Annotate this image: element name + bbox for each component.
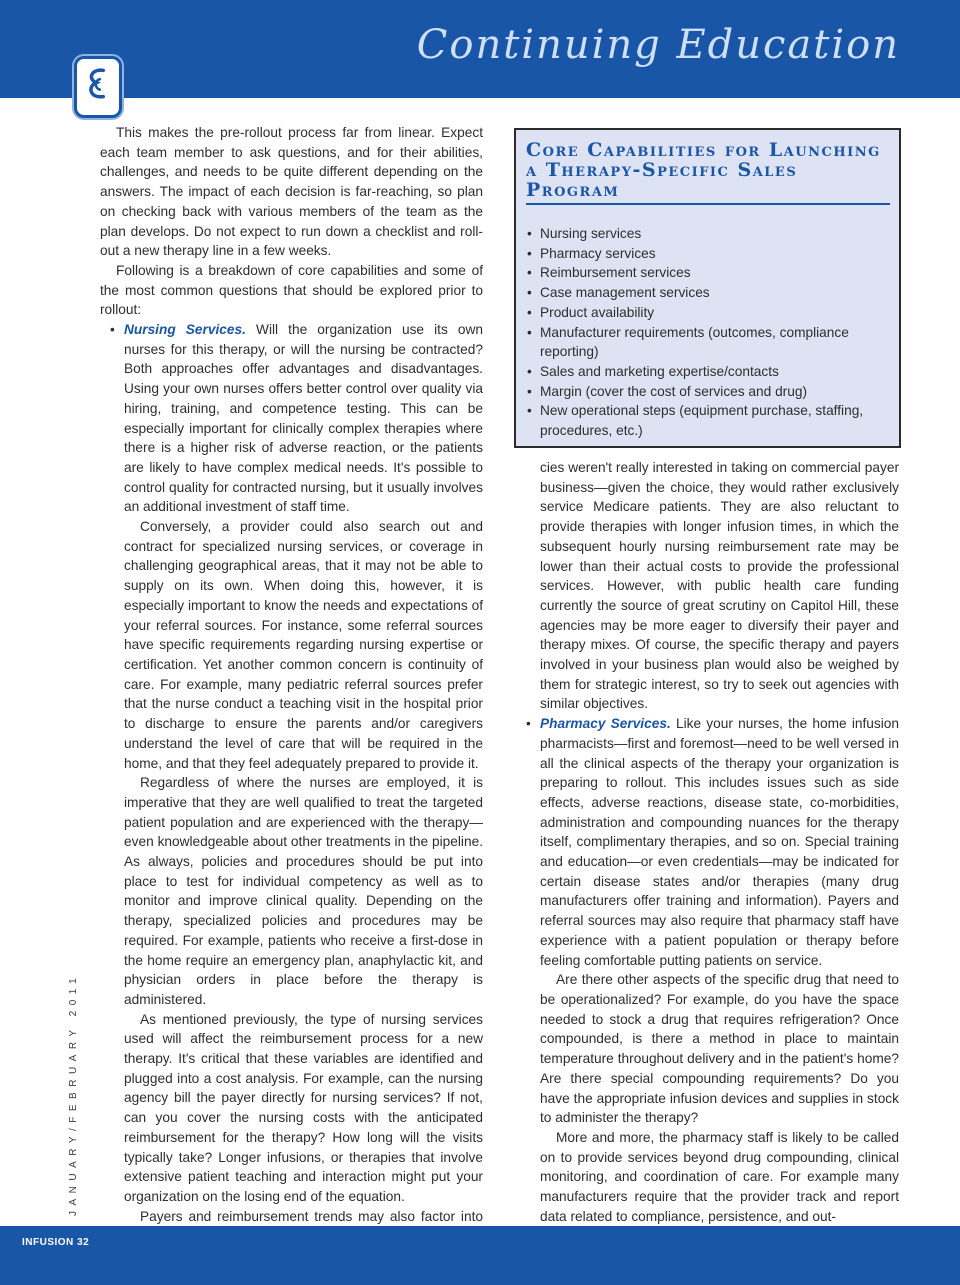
list-item: • Manufacturer requirements (outcomes, compliance reporting): [526, 323, 890, 362]
footer-band: [0, 1226, 960, 1285]
list-item: • Pharmacy services: [526, 244, 890, 264]
core-capabilities-box: [514, 128, 901, 448]
paragraph: Following is a breakdown of core capabilities and some of the most common questions that should be explored prior to rollout:: [100, 262, 483, 318]
list-item: • Case management services: [526, 283, 890, 303]
list-item: • Reimbursement services: [526, 263, 890, 283]
paragraph: Conversely, a provider could also search out and contract for specialized nursing services, or coverage in challenging geographical areas, that it may not be able to supply on its own. When doing this, however, it is especially important to know the needs and expectations of your referral sources. For instance, some referral sources have specific requirements regarding nursing expertise or certification. Yet another common concern is continuity of care. For example, many pediatric referral sources prefer that the nurse conduct a teaching visit in the hospital prior to discharge to ensure the parents and/or caregivers understand the level of care that will be required in the home, and that they feel adequately prepared to provide it.: [124, 519, 483, 771]
bullet-icon: •: [526, 716, 531, 732]
left-column: [100, 123, 483, 1266]
paragraph: As mentioned previously, the type of nursing services used will affect the reimbursement process for a new therapy. It's critical that these variables are identified and plugged into a cost analysis. For example, can the nursing agency bill the payer directly for nursing services? If not, can you cover the nursing costs with the anticipated reimbursement for the therapy? How long will the visits typically take? Longer infusions, or therapies that involve extensive patient teaching and interaction might put your organization on the losing end of the equation.: [124, 1011, 483, 1204]
list-item: • Sales and marketing expertise/contacts: [526, 362, 890, 382]
list-item: • Product availability: [526, 303, 890, 323]
pharmacy-services-item: [516, 714, 899, 970]
paragraph: Will the organization use its own nurses for this therapy, or will the nursing be contracted? Both approaches offer advantages and disadvantages. Using your own nurses offers better control over quality via hiring, training, and competence testing. This can be especially important for clinically complex therapies where there is a higher risk of adverse reaction, or the patients are likely to have complex medical needs. It's possible to control quality for contracted nursing, but it usually involves an additional investment of staff time.: [124, 322, 484, 515]
pharmacy-services-heading: Pharmacy Services.: [540, 716, 671, 732]
section-title: Continuing Education: [416, 22, 900, 68]
right-column: [516, 458, 899, 1226]
nursing-services-item: [100, 320, 483, 517]
sidebar-title: Core Capabilities for Launching a Therapy-Specific Sales Program: [526, 140, 890, 205]
list-item: • Nursing services: [526, 224, 890, 244]
paragraph: Regardless of where the nurses are employed, it is imperative that they are well qualified to treat the targeted patient population and are experienced with the therapy—even knowledgeable about other treatments in the pipeline. As always, policies and procedures should be put into place to test for individual competency as well as to monitor and improve clinical quality. Depending on the therapy, specialized policies and procedures may be required. For example, patients who receive a first-dose in the home require an emergency plan, anaphylactic kit, and physician orders in place before the therapy is administered.: [124, 775, 483, 1007]
capabilities-list: [526, 224, 890, 441]
paragraph: This makes the pre-rollout process far from linear. Expect each team member to ask questions, and for their abilities, challenges, and needs to be quite different depending on the answers. The impact of each decision is far-reaching, so plan on checking back with various members of the team as the plan develops. Do not expect to run down a checklist and roll-out a new therapy line in a few weeks.: [100, 125, 483, 259]
ce-logo: [74, 56, 122, 118]
paragraph: cies weren't really interested in taking on commercial payer business—given the choice, they would rather exclusively service Medicare patients. They are also reluctant to provide therapies with longer infusion times, in which the subsequent hourly nursing reimbursement rate may be lower than their actual costs to provide the professional services. However, with public health care funding currently the source of great scrutiny on Capitol Hill, these agencies may be more eager to diversify their payer and therapy mixes. Of course, the specific therapy and payers involved in your business plan would also be weighed by them for strategic interest, so try to seek out agencies with similar objectives.: [540, 460, 899, 712]
bullet-icon: •: [110, 322, 115, 338]
ce-logo-icon: [77, 59, 119, 115]
list-item: • New operational steps (equipment purchase, staffing, procedures, etc.): [526, 401, 890, 440]
page-number: 32: [77, 1237, 90, 1248]
footer-folio: [22, 1237, 89, 1248]
paragraph: Are there other aspects of the specific drug that need to be operationalized? For example, do you have the space needed to stock a drug that requires refrigeration? Once compounded, is there a method in place to maintain temperature throughout delivery and in the patient's home? Are there special compounding requirements? Do you have the appropriate infusion devices and supplies in stock to administer the therapy?: [540, 972, 899, 1126]
paragraph: Like your nurses, the home infusion pharmacists—first and foremost—need to be well versed in all the clinical aspects of the therapy your organization is preparing to rollout. This includes issues such as side effects, adverse reactions, disease state, co-morbidities, administration and compounding nuances for the therapy itself, complimentary therapies, and so on. Special training and education—or even credentials—may be indicated for certain disease states and/or therapies (many drug manufacturers offer training and information). Payers and referral sources may also require that pharmacy staff have experience with a patient population or therapy before feeling comfortable putting patients on service.: [540, 716, 899, 968]
publication-name: INFUSION: [22, 1237, 74, 1248]
nursing-services-heading: Nursing Services.: [124, 322, 246, 338]
paragraph: More and more, the pharmacy staff is likely to be called on to provide services beyond drug compounding, clinical monitoring, and coordination of care. For example many manufacturers require that the provider track and report data related to compliance, persistence, and out-: [540, 1129, 899, 1224]
issue-date: JANUARY/FEBRUARY 2011: [68, 972, 79, 1216]
paragraph: Payers and reimbursement trends may also factor into: [140, 1208, 483, 1224]
list-item: • Margin (cover the cost of services and drug): [526, 382, 890, 402]
